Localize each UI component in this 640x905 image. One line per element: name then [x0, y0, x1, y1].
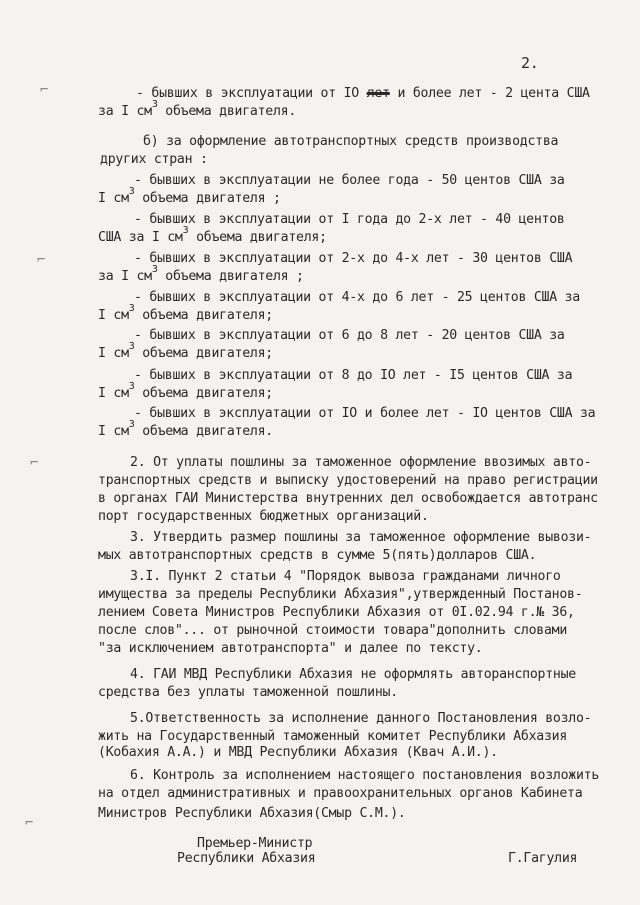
text-line: "за исключением автотранспорта" и далее по тексту.	[98, 641, 483, 656]
superscript: 3	[128, 341, 135, 352]
text-line: имущества за пределы Республики Абхазия",утвержденный Постанов-	[98, 587, 583, 602]
text-line: порт государственных бюджетных организаций.	[98, 509, 429, 524]
text-line: 5.Ответственность за исполнение данного Постановления возло-	[130, 711, 592, 726]
superscript: 3	[151, 264, 158, 275]
text-line: - бывших в эксплуатации от 6 до 8 лет - 20 центов США за	[134, 328, 565, 343]
punch-mark: ⌐	[40, 82, 49, 98]
text-line: I $см^3$ объема двигателя.	[98, 419, 273, 439]
text-line: 3.I. Пункт 2 статьи 4 "Порядок вывоза гражданами личного	[130, 569, 561, 584]
text-line: - бывших в эксплуатации от IO и более лет - IO центов США за	[134, 406, 596, 421]
superscript: 3	[182, 225, 189, 236]
text-line: в органах ГАИ Министерства внутренних дел освобождается автотранс	[98, 491, 598, 506]
text-line: после слов"... от рыночной стоимости товара"дополнить словами	[98, 623, 568, 638]
text-line: средства без уплаты таможенной пошлины.	[98, 685, 398, 700]
text-line: - бывших в эксплуатации от 8 до IO лет - I5 центов США за	[134, 368, 573, 383]
signatory-name: Г.Гагулия	[508, 851, 578, 866]
text-line: - бывших в эксплуатации не более года - 50 центов США за	[134, 173, 565, 188]
text-line: 4. ГАИ МВД Республики Абхазия не оформлять авторанспортные	[130, 667, 576, 682]
signatory-title-line1: Премьер-Министр	[197, 836, 313, 851]
text-line: 2. От уплаты пошлины за таможенное оформление ввозимых авто-	[130, 455, 592, 470]
signatory-title-line2: Республики Абхазия	[177, 851, 316, 866]
text-line: за I $см^3$ объема двигателя.	[98, 99, 297, 119]
punch-mark: ⌐	[30, 455, 39, 471]
text-line: США за I $см^3$ объема двигателя;	[98, 225, 327, 245]
text-line: 3. Утвердить размер пошлины за таможенное оформление вывози-	[130, 530, 592, 545]
superscript: 3	[128, 303, 135, 314]
text-line: 6. Контроль за исполнением настоящего постановления возложить	[130, 768, 600, 783]
superscript: 3	[128, 186, 135, 197]
superscript: 3	[128, 381, 135, 392]
text-line: жить на Государственный таможенный комитет Республики Абхазия	[98, 729, 568, 744]
text-line: на отдел административных и правоохранительных органов Кабинета	[98, 786, 583, 801]
struck-word: лет	[366, 86, 390, 101]
text-line: б) за оформление автотранспортных средств производства	[143, 134, 559, 149]
text-line: I $см^3$ объема двигателя;	[98, 341, 273, 361]
text-line: - бывших в эксплуатации от 2-х до 4-х лет - 30 центов США	[134, 251, 573, 266]
superscript: 3	[151, 99, 158, 110]
punch-mark: ⌐	[25, 815, 34, 831]
text-line: за I $см^3$ объема двигателя ;	[98, 264, 304, 284]
text-line: I $см^3$ объема двигателя;	[98, 381, 273, 401]
text-line: - бывших в эксплуатации от IO лет и более лет - 2 цента США	[136, 86, 590, 101]
text-line: I $см^3$ объема двигателя ;	[98, 186, 281, 206]
text-line: (Кобахия А.А.) и МВД Республики Абхазия (Квач А.И.).	[98, 745, 498, 760]
text-line: мых автотранспортных средств в сумме 5(пять)долларов США.	[98, 548, 537, 563]
text-line: Министров Республики Абхазия(Смыр С.М.).	[98, 806, 406, 821]
text-line: других стран :	[100, 152, 208, 167]
page-number: 2.	[521, 54, 539, 72]
text-line: - бывших в эксплуатации от I года до 2-х лет - 40 центов	[134, 212, 565, 227]
text-line: транспортных средств и выписку удостоверений на право регистрации	[98, 473, 598, 488]
superscript: 3	[128, 419, 135, 430]
text-line: - бывших в эксплуатации от 4-х до 6 лет - 25 центов США за	[134, 290, 580, 305]
text-line: I $см^3$ объема двигателя;	[98, 303, 273, 323]
punch-mark: ⌐	[37, 252, 46, 268]
text-line: лением Совета Министров Республики Абхазия от 0I.02.94 г.№ 36,	[98, 605, 575, 620]
